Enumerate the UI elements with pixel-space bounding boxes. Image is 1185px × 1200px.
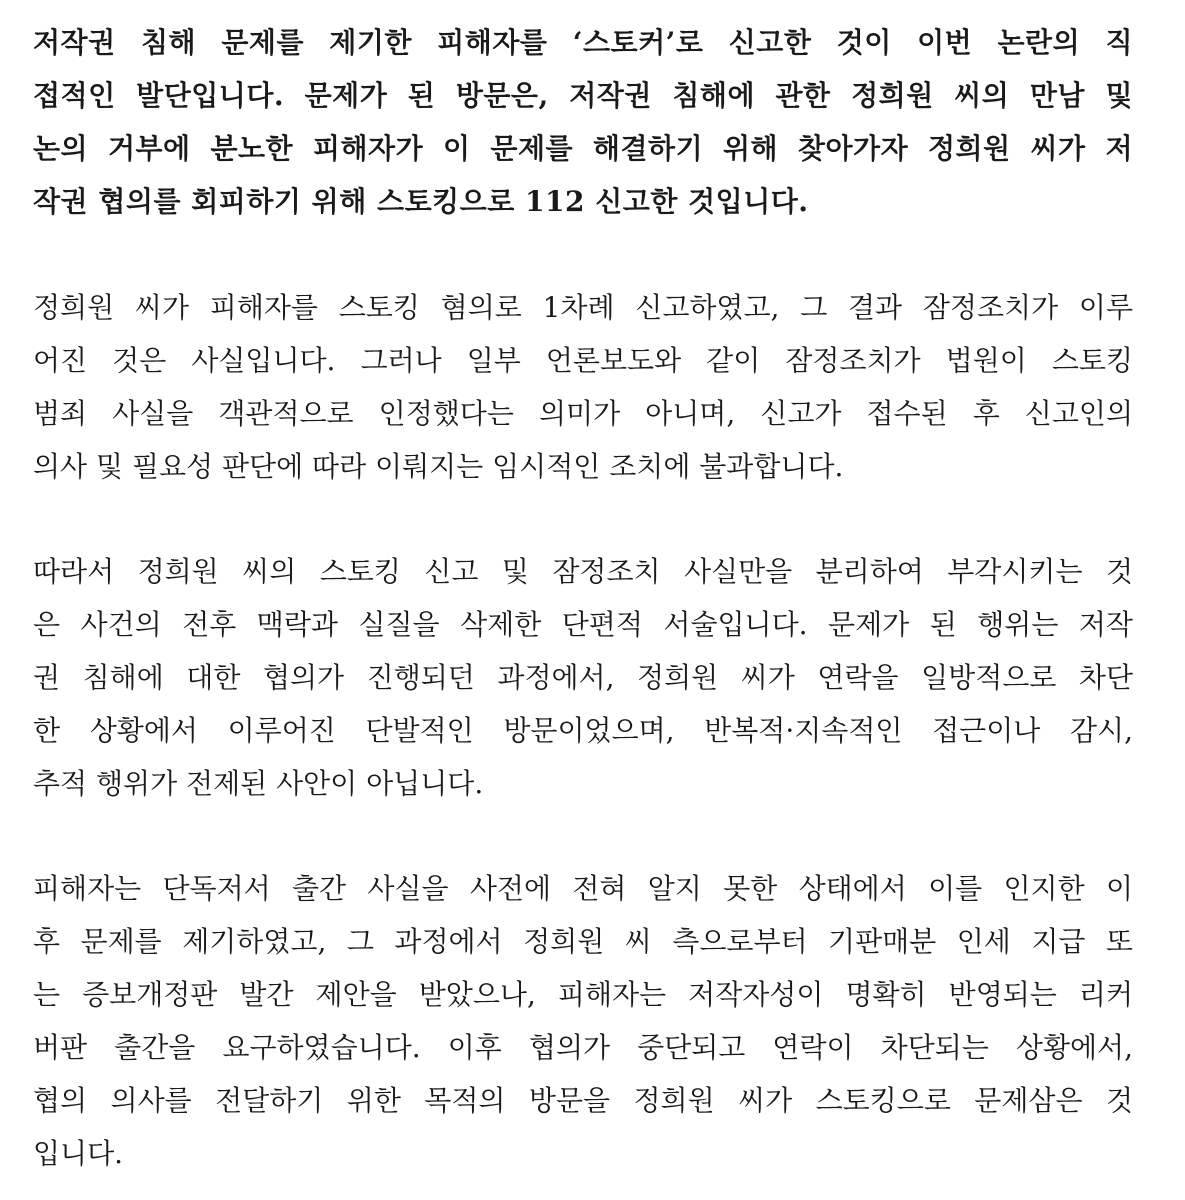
text-line: 따라서 정희원 씨의 스토킹 신고 및 잠정조치 사실만을 분리하여 부각시키는 것 [33,555,1133,588]
text-line: 은 사건의 전후 맥락과 실질을 삭제한 단편적 서술입니다. 문제가 된 행위는 저작 [33,608,1133,641]
text-line: 협의 의사를 전달하기 위한 목적의 방문을 정희원 씨가 스토킹으로 문제삼은 것 [33,1084,1133,1117]
text-line: 저작권 침해 문제를 제기한 피해자를 ‘스토커’로 신고한 것이 이번 논란의 직 [33,26,1133,59]
text-line: 논의 거부에 분노한 피해자가 이 문제를 해결하기 위해 찾아가자 정희원 씨가 저 [33,132,1133,165]
paragraph-lead [33,16,1133,228]
text-line: 버판 출간을 요구하였습니다. 이후 협의가 중단되고 연락이 차단되는 상황에서, [33,1031,1133,1064]
text-line: 후 문제를 제기하였고, 그 과정에서 정희원 씨 측으로부터 기판매분 인세 지급 또 [33,925,1133,958]
text-line: 작권 협의를 회피하기 위해 스토킹으로 112 신고한 것입니다. [33,185,809,218]
paragraph-context [33,545,1133,810]
text-line: 한 상황에서 이루어진 단발적인 방문이었으며, 반복적·지속적인 접근이나 감시, [33,714,1133,747]
text-line: 추적 행위가 전제된 사안이 아닙니다. [33,767,484,800]
text-line: 접적인 발단입니다. 문제가 된 방문은, 저작권 침해에 관한 정희원 씨의 만남 및 [33,79,1133,112]
paragraph-background [33,862,1133,1180]
text-line: 범죄 사실을 객관적으로 인정했다는 의미가 아니며, 신고가 접수된 후 신고인의 [33,397,1133,430]
document-page [33,0,1133,1200]
text-line: 는 증보개정판 발간 제안을 받았으나, 피해자는 저작자성이 명확히 반영되는 리커 [33,978,1133,1011]
text-line: 입니다. [33,1137,124,1170]
text-line: 정희원 씨가 피해자를 스토킹 혐의로 1차례 신고하였고, 그 결과 잠정조치가 이루 [33,291,1133,324]
text-line: 피해자는 단독저서 출간 사실을 사전에 전혀 알지 못한 상태에서 이를 인지한 이 [33,872,1133,905]
paragraph-provisional-measure [33,281,1133,493]
text-line: 권 침해에 대한 협의가 진행되던 과정에서, 정희원 씨가 연락을 일방적으로 차단 [33,661,1133,694]
text-line: 의사 및 필요성 판단에 따라 이뤄지는 임시적인 조치에 불과합니다. [33,450,844,483]
text-line: 어진 것은 사실입니다. 그러나 일부 언론보도와 같이 잠정조치가 법원이 스토킹 [33,344,1133,377]
